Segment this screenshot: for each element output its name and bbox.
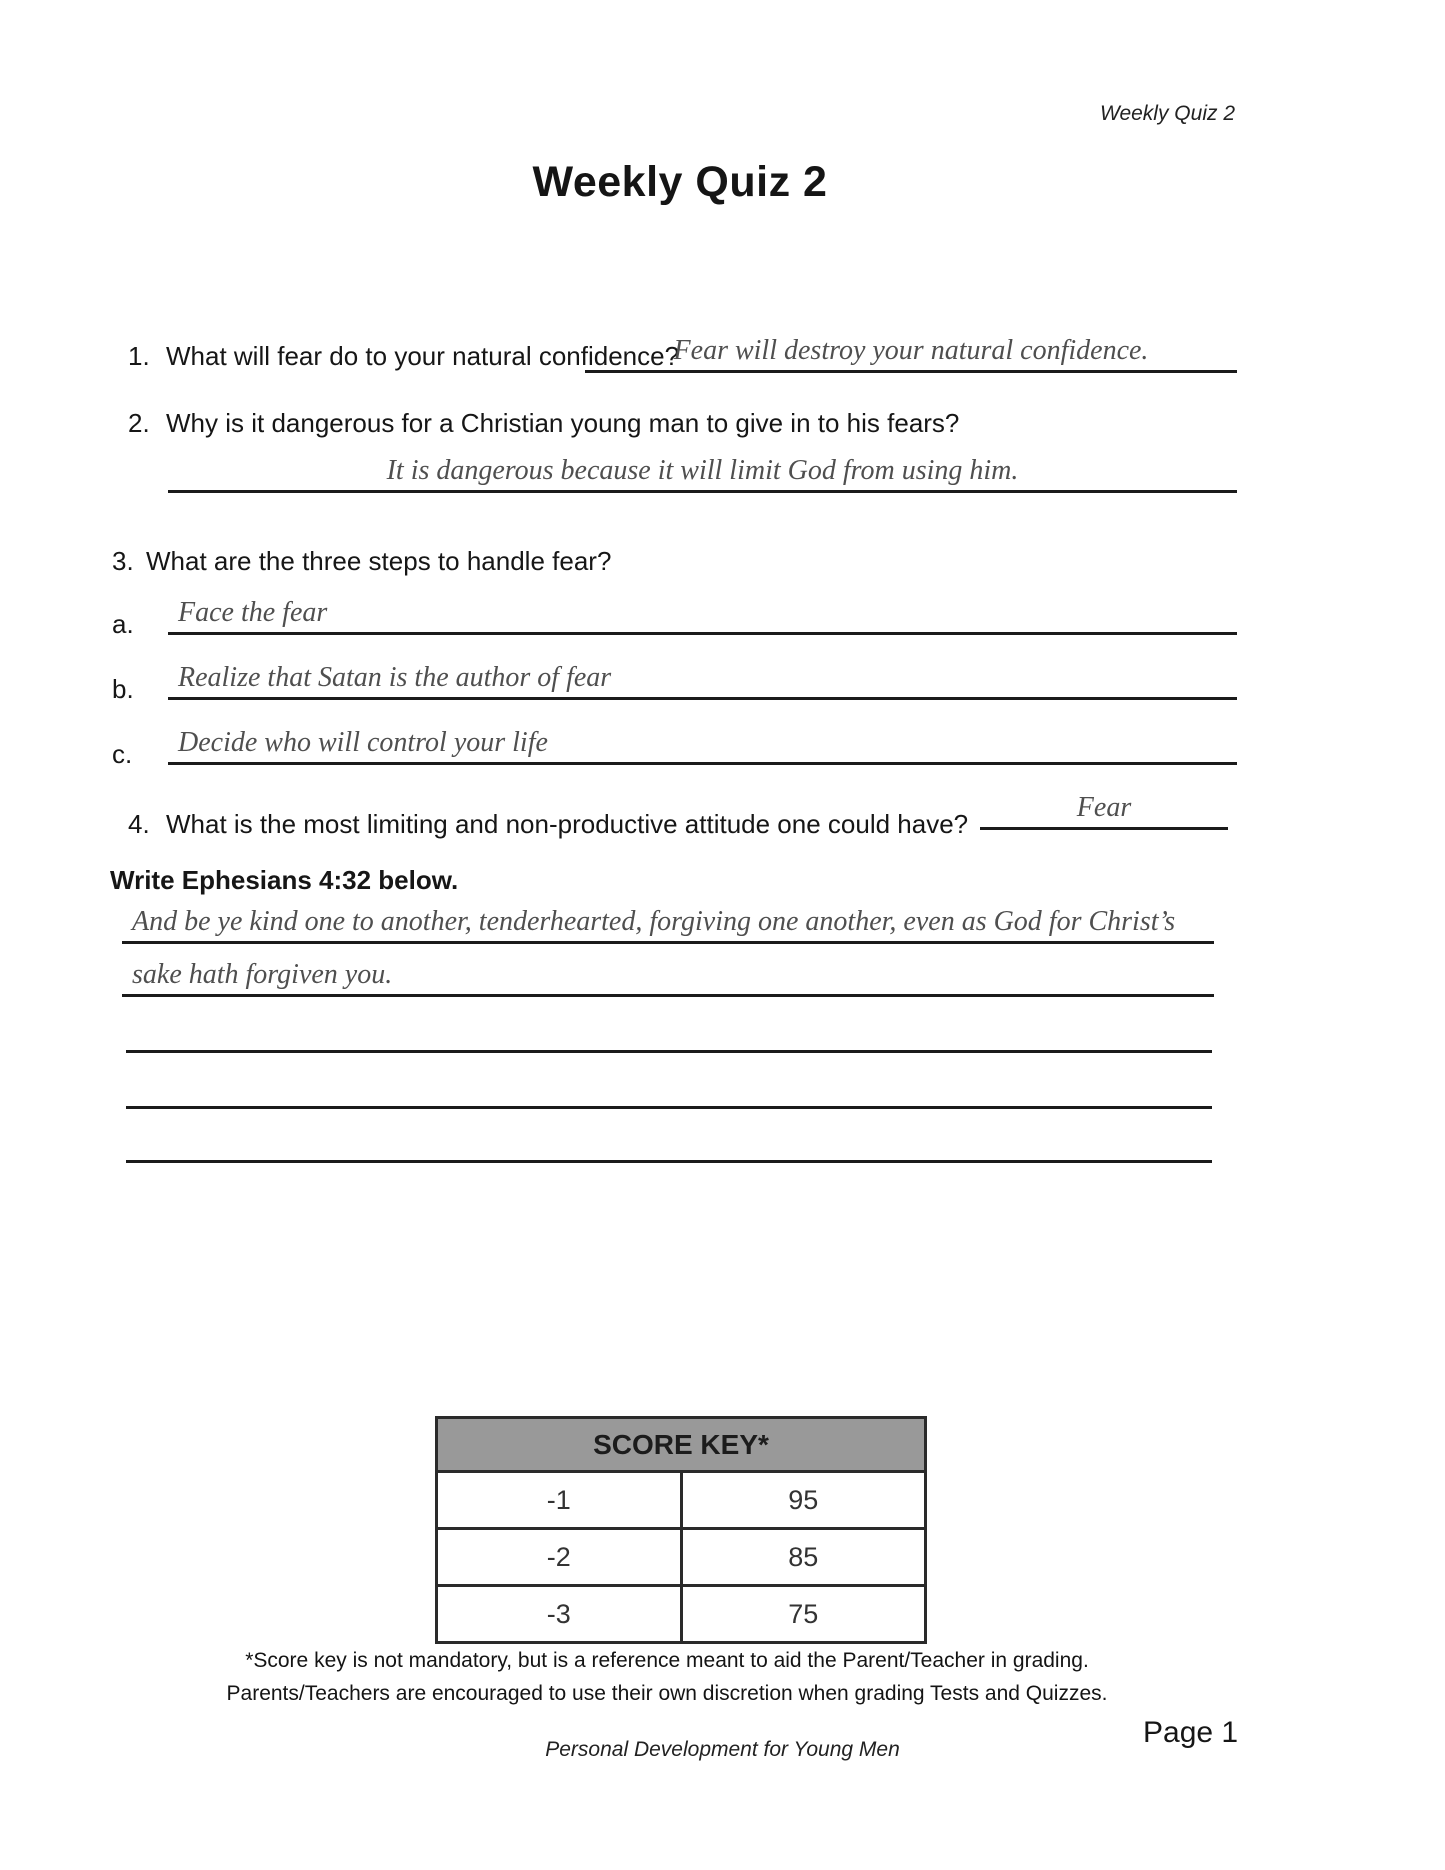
question-2-number: 2. xyxy=(128,408,150,438)
footer-course-title: Personal Development for Young Men xyxy=(545,1738,900,1761)
question-2-answer: It is dangerous because it will limit God from using him. xyxy=(386,455,1019,486)
ephesians-line-1 xyxy=(122,905,1214,944)
score-key-row-3 xyxy=(437,1586,926,1643)
score-key-deduction: -2 xyxy=(437,1529,682,1586)
question-4-text: What is the most limiting and non-productive attitude one could have? xyxy=(166,809,969,839)
question-3a-label: a. xyxy=(112,609,134,639)
score-key-deduction: -3 xyxy=(437,1586,682,1643)
question-3c-answer-line xyxy=(168,726,1237,765)
question-3-number: 3. xyxy=(112,546,134,576)
score-key-header-row xyxy=(437,1418,926,1472)
question-3c-label: c. xyxy=(112,739,133,769)
question-3b-answer: Realize that Satan is the author of fear xyxy=(178,662,612,693)
question-3c-answer: Decide who will control your life xyxy=(178,727,548,758)
score-key-row-1 xyxy=(437,1472,926,1529)
question-4-number: 4. xyxy=(128,809,150,839)
running-header: Weekly Quiz 2 xyxy=(1100,102,1235,125)
score-key-footnote-line-2: Parents/Teachers are encouraged to use their own discretion when grading Tests and Quizzes. xyxy=(226,1682,1108,1705)
score-key-title: SCORE KEY* xyxy=(437,1418,926,1472)
page-number: Page 1 xyxy=(1143,1716,1239,1749)
question-1-number: 1. xyxy=(128,341,150,371)
question-2-answer-line xyxy=(168,454,1237,493)
ephesians-line-2 xyxy=(122,958,1214,997)
question-3-text: What are the three steps to handle fear? xyxy=(146,546,612,576)
ephesians-prompt: Write Ephesians 4:32 below. xyxy=(110,865,459,895)
question-2-text: Why is it dangerous for a Christian young man to give in to his fears? xyxy=(166,408,960,438)
score-key-footnote xyxy=(122,1644,1212,1710)
question-3a-answer: Face the fear xyxy=(178,597,328,628)
score-key-score: 75 xyxy=(681,1586,926,1643)
blank-answer-rule-2 xyxy=(126,1106,1212,1109)
question-3a-answer-line xyxy=(168,596,1237,635)
question-1-text: What will fear do to your natural confidence? xyxy=(166,341,680,371)
score-key-deduction: -1 xyxy=(437,1472,682,1529)
score-key-row-2 xyxy=(437,1529,926,1586)
question-1-answer: Fear will destroy your natural confidence. xyxy=(673,335,1149,366)
question-3b-answer-line xyxy=(168,661,1237,700)
score-key-score: 95 xyxy=(681,1472,926,1529)
question-4-answer-line xyxy=(980,791,1228,830)
blank-answer-rule-1 xyxy=(126,1050,1212,1053)
ephesians-answer-line-1: And be ye kind one to another, tenderhearted, forgiving one another, even as God for Christ’s xyxy=(132,906,1176,937)
score-key-score: 85 xyxy=(681,1529,926,1586)
question-1-answer-line xyxy=(585,334,1237,373)
ephesians-answer-line-2: sake hath forgiven you. xyxy=(132,959,393,990)
question-4-answer: Fear xyxy=(1076,792,1132,823)
page-title: Weekly Quiz 2 xyxy=(532,158,828,206)
score-key-footnote-line-1: *Score key is not mandatory, but is a reference meant to aid the Parent/Teacher in grading. xyxy=(245,1649,1089,1672)
question-3b-label: b. xyxy=(112,674,134,704)
blank-answer-rule-3 xyxy=(126,1160,1212,1163)
score-key-table xyxy=(435,1416,927,1644)
